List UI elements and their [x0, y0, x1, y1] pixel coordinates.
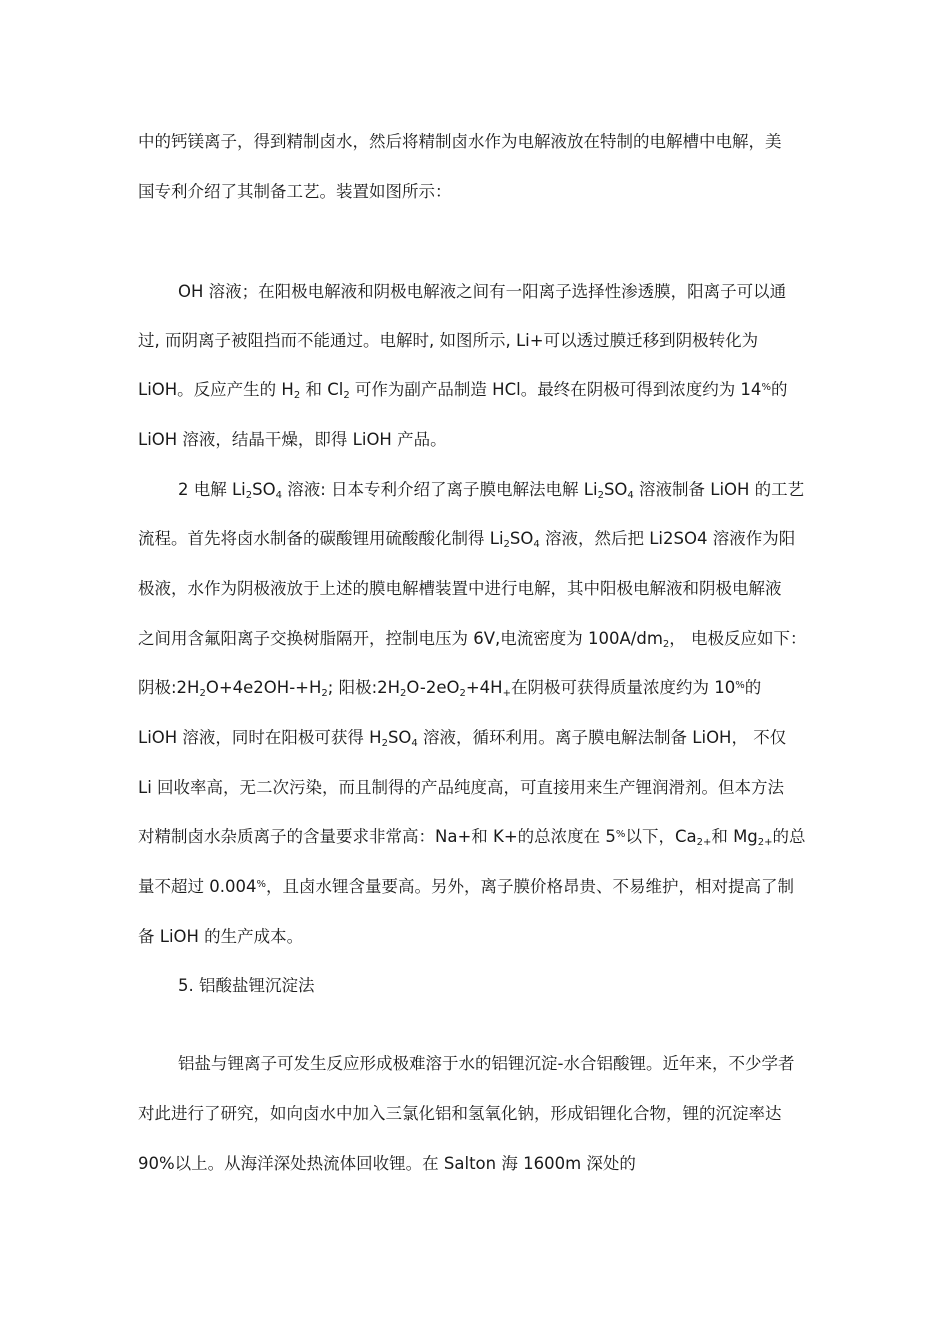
text-line: 对此进行了研究，如向卤水中加入三氯化铝和氢氧化钠，形成铝锂化合物，锂的沉淀率达 [138, 1104, 782, 1123]
text-line: 阴极$:2H_2O+4e2OH-+H_2$; 阳极$:2H_2O-2eO_2+4H_+$在阴极可获得质量浓度约为 10%的 [138, 678, 762, 699]
text-line: 对精制卤水杂质离子的含量要求非常高：Na+和 K+的总浓度在 5%以下，$Ca_{2+}$和 $Mg_{2+}$的总 [138, 827, 806, 848]
section-heading: 5. 铝酸盐锂沉淀法 [178, 976, 315, 995]
text-line: 备 LiOH 的生产成本。 [138, 927, 304, 946]
text-line: 流程。首先将卤水制备的碳酸锂用硫酸酸化制得 $Li_2SO_4$ 溶液，然后把 Li2SO4 溶液作为阳 [138, 529, 796, 550]
text-line: LiOH 溶液，结晶干燥，即得 LiOH 产品。 [138, 430, 447, 449]
text-line: Li 回收率高，无二次污染，而且制得的产品纯度高，可直接用来生产锂润滑剂。但本方法 [138, 778, 785, 797]
text-line: 量不超过 0.004%，且卤水锂含量要高。另外，离子膜价格昂贵、不易维护，相对提高了制 [138, 877, 794, 896]
text-line: 过, 而阴离子被阻挡而不能通过。电解时, 如图所示, Li+可以透过膜迁移到阴极转化为 [138, 331, 759, 350]
text-line: OH 溶液；在阳极电解液和阴极电解液之间有一阳离子选择性渗透膜，阳离子可以通 [178, 282, 787, 301]
text-line: LiOH。反应产生的 $H_2$ 和 $Cl_2$ 可作为副产品制造 HCl。最终在阴极可得到浓度约为 14%的 [138, 380, 788, 401]
text-line: 90%以上。从海洋深处热流体回收锂。在 Salton 海 1600m 深处的 [138, 1154, 636, 1173]
text-line: LiOH 溶液，同时在阳极可获得 $H_2SO_4$ 溶液，循环利用。离子膜电解法制备 LiOH， 不仅 [138, 728, 787, 749]
text-line: 铝盐与锂离子可发生反应形成极难溶于水的铝锂沉淀-水合铝酸锂。近年来，不少学者 [178, 1054, 795, 1073]
text-line: 中的钙镁离子，得到精制卤水，然后将精制卤水作为电解液放在特制的电解槽中电解，美 [138, 132, 782, 151]
text-line: 之间用含氟阳离子交换树脂隔开，控制电压为 6V,电流密度为 $100A/dm_2$， 电极反应如下： [138, 629, 807, 650]
text-line: 国专利介绍了其制备工艺。装置如图所示： [138, 182, 452, 201]
text-line: 2 电解 $Li_2SO_4$ 溶液: 日本专利介绍了离子膜电解法电解 $Li_2SO_4$ 溶液制备 LiOH 的工艺 [178, 480, 805, 501]
text-line: 极液，水作为阴极液放于上述的膜电解槽装置中进行电解，其中阳极电解液和阴极电解液 [138, 579, 782, 598]
